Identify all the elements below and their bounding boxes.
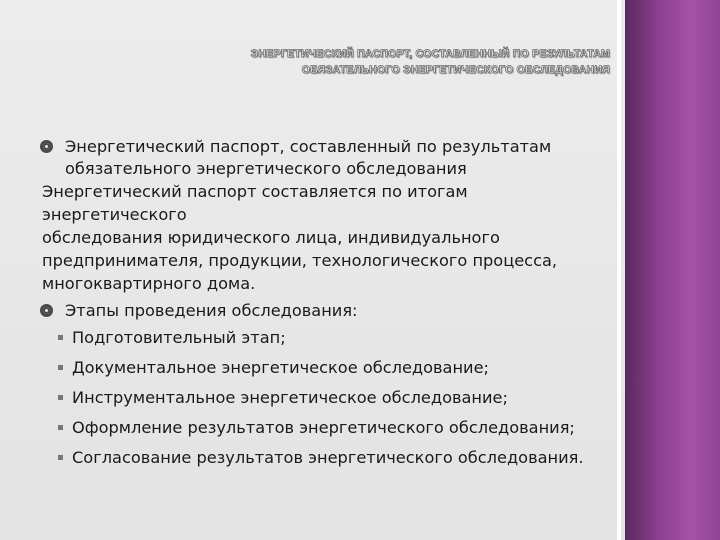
bullet-line-1: Энергетический паспорт, составленный по результатам — [65, 137, 552, 156]
list-item — [56, 417, 616, 447]
side-band-divider — [617, 0, 621, 540]
gear-bullet-icon — [40, 140, 53, 153]
bullet-line-2: обязательного энергетического обследования — [65, 159, 467, 178]
list-item — [56, 387, 616, 417]
stage-label: Оформление результатов энергетического обследования; — [72, 418, 575, 437]
bullet-energy-passport — [40, 136, 610, 180]
list-item — [56, 357, 616, 387]
stage-label: Согласование результатов энергетического обследования. — [72, 448, 584, 467]
decorative-side-band — [625, 0, 720, 540]
bullet-text — [40, 136, 610, 180]
stages-list — [56, 327, 616, 477]
paragraph-line-1: Энергетический паспорт составляется по итогам энергетического — [42, 182, 468, 224]
square-bullet-icon — [58, 365, 63, 370]
list-item — [56, 327, 616, 357]
square-bullet-icon — [58, 455, 63, 460]
stage-label: Инструментальное энергетическое обследование; — [72, 388, 508, 407]
list-item — [56, 447, 616, 477]
bullet-text — [40, 300, 610, 322]
bullet-stages-heading — [40, 300, 610, 322]
square-bullet-icon — [58, 335, 63, 340]
stages-heading: Этапы проведения обследования: — [65, 301, 358, 320]
paragraph-line-3: предпринимателя, продукции, технологического процесса, — [42, 251, 558, 270]
stage-label: Подготовительный этап; — [72, 328, 286, 347]
stage-label: Документальное энергетическое обследование; — [72, 358, 489, 377]
slide-title-line-1: ЭНЕРГЕТИЧЕСКИЙ ПАСПОРТ, СОСТАВЛЕННЫЙ ПО РЕЗУЛЬТАТАМ — [250, 48, 610, 60]
square-bullet-icon — [58, 395, 63, 400]
description-paragraph — [42, 180, 612, 295]
slide-title — [150, 46, 610, 78]
paragraph-line-4: многоквартирного дома. — [42, 274, 256, 293]
paragraph-line-2: обследования юридического лица, индивидуального — [42, 228, 500, 247]
square-bullet-icon — [58, 425, 63, 430]
slide-title-line-2: ОБЯЗАТЕЛЬНОГО ЭНЕРГЕТИЧЕСКОГО ОБСЛЕДОВАНИЯ — [301, 64, 610, 76]
gear-bullet-icon — [40, 304, 53, 317]
